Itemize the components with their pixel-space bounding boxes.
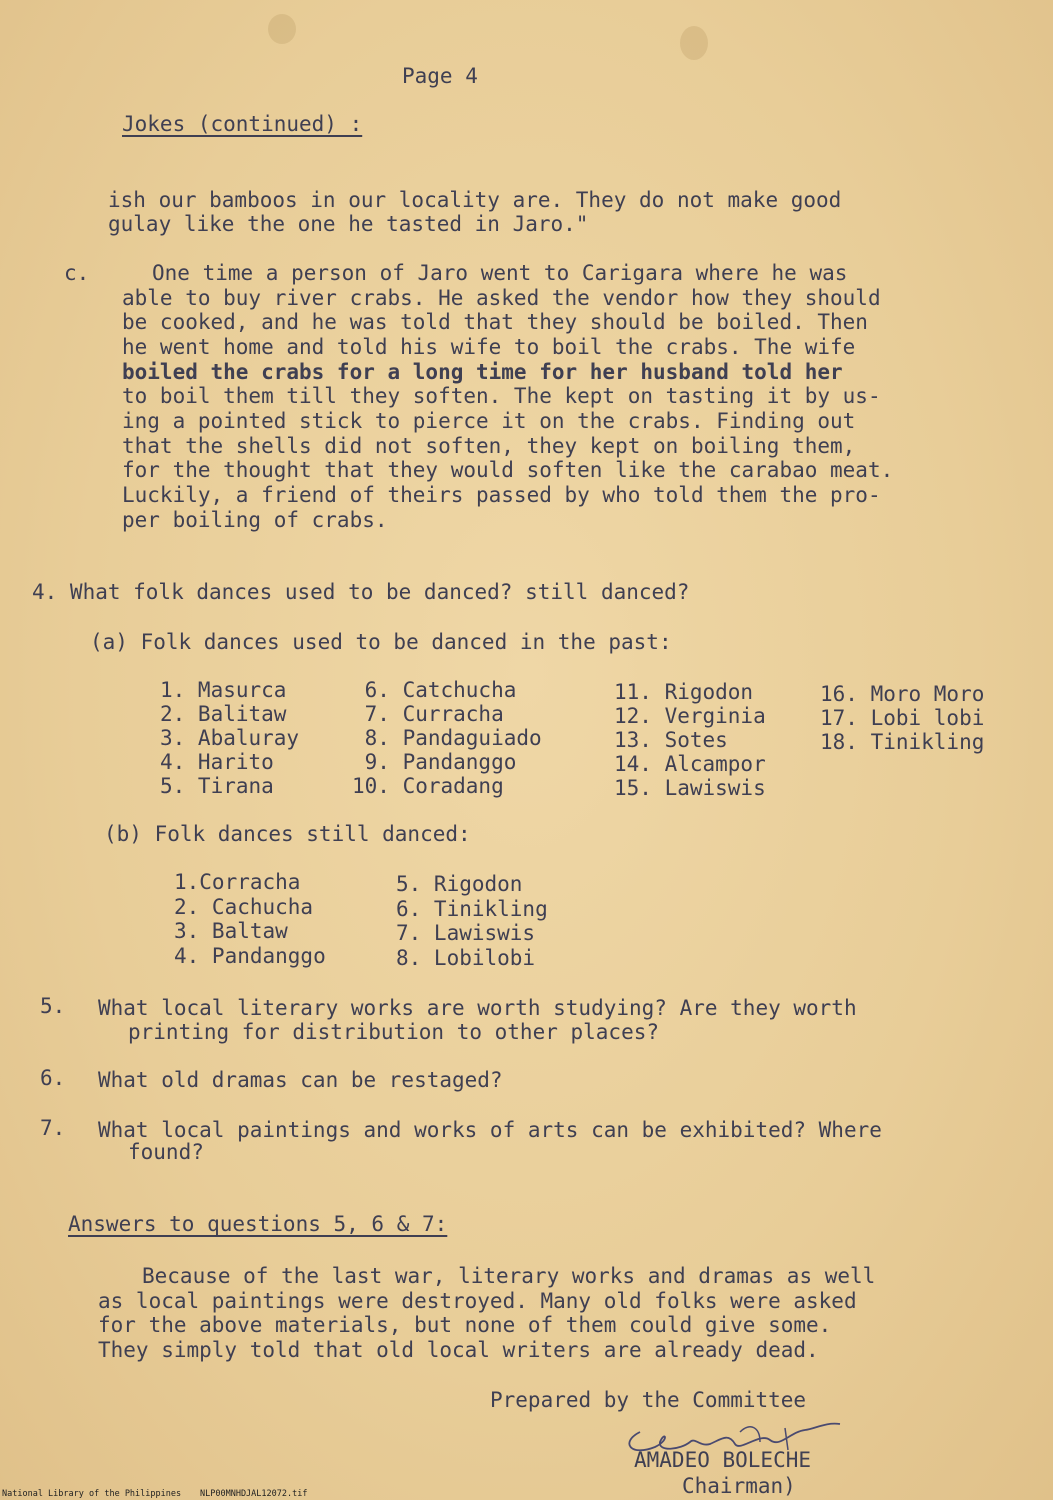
joke-c-line-1: One time a person of Jaro went to Carigara where he was	[152, 261, 848, 285]
joke-c-marker: c.	[64, 261, 90, 285]
question-6-number: 6.	[40, 1066, 66, 1090]
page-number: Page 4	[402, 64, 478, 88]
still-col-2-item-4: 8. Lobilobi	[396, 946, 536, 970]
still-col-2-item-1: 5. Rigodon	[396, 872, 523, 896]
past-col-2-item-3: 8. Pandaguiado	[352, 726, 542, 750]
past-col-1-item-3: 3. Abaluray	[160, 726, 300, 750]
joke-c-line-6: to boil them till they soften. The kept on tasting it by us-	[122, 384, 881, 408]
joke-c-line-2: able to buy river crabs. He asked the vendor how they should	[122, 286, 881, 310]
still-col-1-item-4: 4. Pandanggo	[174, 944, 326, 968]
past-dances-heading: (a) Folk dances used to be danced in the past:	[90, 630, 672, 654]
jokes-heading: Jokes (continued) :	[122, 112, 363, 136]
past-col-1-item-2: 2. Balitaw	[160, 702, 287, 726]
past-col-2-item-1: 6. Catchucha	[352, 678, 517, 702]
question-4: 4. What folk dances used to be danced? still danced?	[32, 580, 690, 604]
answers-line-2: as local paintings were destroyed. Many old folks were asked	[98, 1289, 857, 1313]
past-col-2-item-4: 9. Pandanggo	[352, 750, 517, 774]
answers-line-3: for the above materials, but none of them could give some.	[98, 1313, 832, 1337]
punch-hole-left	[268, 14, 296, 44]
continuation-line-2: gulay like the one he tasted in Jaro."	[108, 212, 589, 236]
still-col-1-item-2: 2. Cachucha	[174, 895, 314, 919]
footer-library: National Library of the Philippines	[2, 1489, 182, 1499]
joke-c-line-3: be cooked, and he was told that they should be boiled. Then	[122, 310, 868, 334]
question-5-line-1: What local literary works are worth studying? Are they worth	[98, 996, 857, 1020]
signer-title: Chairman)	[682, 1474, 796, 1498]
still-col-1-item-1: 1.Corracha	[174, 870, 301, 894]
joke-c-line-5: boiled the crabs for a long time for her husband told her	[122, 360, 843, 384]
joke-c-line-9: for the thought that they would soften like the carabao meat.	[122, 458, 894, 482]
joke-c-line-8: that the shells did not soften, they kept on boiling them,	[122, 434, 856, 458]
past-col-4-item-1: 16. Moro Moro	[820, 682, 985, 706]
past-col-3-item-5: 15. Lawiswis	[614, 776, 766, 800]
past-col-3-item-4: 14. Alcampor	[614, 752, 766, 776]
still-dances-heading: (b) Folk dances still danced:	[104, 822, 471, 846]
past-col-1-item-4: 4. Harito	[160, 750, 274, 774]
answers-heading: Answers to questions 5, 6 & 7:	[68, 1212, 448, 1236]
question-7-number: 7.	[40, 1116, 66, 1140]
past-col-4-item-3: 18. Tinikling	[820, 730, 985, 754]
past-col-1-item-5: 5. Tirana	[160, 774, 274, 798]
past-col-3-item-2: 12. Verginia	[614, 704, 766, 728]
still-col-2-item-2: 6. Tinikling	[396, 897, 548, 921]
question-7-line-2: found?	[128, 1140, 204, 1164]
past-col-2-item-5: 10. Coradang	[352, 774, 504, 798]
past-col-3-item-1: 11. Rigodon	[614, 680, 754, 704]
punch-hole-right	[680, 26, 708, 60]
footer-filename: NLP00MNHDJAL12072.tif	[200, 1489, 308, 1499]
still-col-2-item-3: 7. Lawiswis	[396, 921, 536, 945]
question-5-line-2: printing for distribution to other places?	[128, 1020, 660, 1044]
question-6-text: What old dramas can be restaged?	[98, 1068, 503, 1092]
prepared-by: Prepared by the Committee	[490, 1388, 807, 1412]
joke-c-line-4: he went home and told his wife to boil the crabs. The wife	[122, 335, 856, 359]
continuation-line-1: ish our bamboos in our locality are. They do not make good	[108, 188, 842, 212]
joke-c-line-11: per boiling of crabs.	[122, 508, 388, 532]
past-col-1-item-1: 1. Masurca	[160, 678, 287, 702]
answers-line-4: They simply told that old local writers are already dead.	[98, 1338, 819, 1362]
joke-c-line-10: Luckily, a friend of theirs passed by who told them the pro-	[122, 483, 881, 507]
past-col-2-item-2: 7. Curracha	[352, 702, 504, 726]
signer-name: AMADEO BOLECHE	[634, 1448, 812, 1472]
answers-line-1: Because of the last war, literary works and dramas as well	[142, 1264, 876, 1288]
question-5-number: 5.	[40, 994, 66, 1018]
joke-c-line-7: ing a pointed stick to pierce it on the crabs. Finding out	[122, 409, 856, 433]
past-col-4-item-2: 17. Lobi lobi	[820, 706, 985, 730]
still-col-1-item-3: 3. Baltaw	[174, 919, 288, 943]
past-col-3-item-3: 13. Sotes	[614, 728, 728, 752]
question-7-line-1: What local paintings and works of arts can be exhibited? Where	[98, 1118, 882, 1142]
